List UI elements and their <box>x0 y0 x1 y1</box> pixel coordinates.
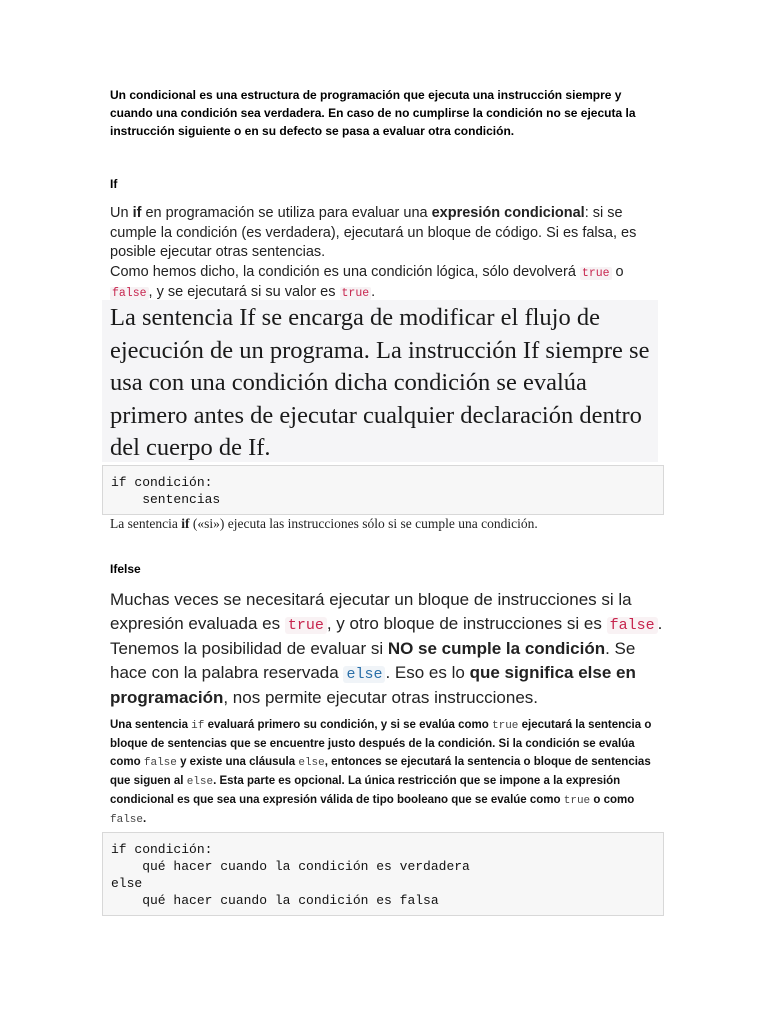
inline-code: true <box>285 617 327 634</box>
inline-code: true <box>492 720 519 732</box>
text-run: . Se hace con la palabra reservada <box>110 639 636 682</box>
text-run: Una sentencia <box>110 719 192 731</box>
ifelse-paragraph <box>110 588 666 710</box>
inline-code: false <box>607 617 658 634</box>
text-run: y existe una cláusula <box>176 756 299 768</box>
inline-code: else <box>343 666 385 683</box>
code-line: sentencias <box>111 492 221 507</box>
bold-run: if <box>181 516 190 531</box>
text-run: . <box>143 813 147 825</box>
bold-run: NO se cumple la condición <box>387 639 606 658</box>
inline-code: false <box>143 757 177 769</box>
ifelse-detail-paragraph <box>110 716 655 829</box>
inline-code: else <box>298 757 325 769</box>
text-run: , y se ejecutará si su valor es <box>148 284 340 300</box>
inline-code: else <box>186 776 214 788</box>
text-run: evaluará primero su condición, y si se evalúa como <box>204 719 492 731</box>
code-line: qué hacer cuando la condición es falsa <box>111 893 439 908</box>
if-heading: If <box>110 177 118 191</box>
inline-code: true <box>563 795 591 807</box>
text-run: La sentencia <box>110 516 182 531</box>
code-line: if condición: <box>111 842 213 857</box>
text-run: , nos permite ejecutar otras instrucciones. <box>223 688 539 707</box>
if-paragraph <box>110 204 658 304</box>
bold-run: que significa else en programación <box>110 662 636 707</box>
text-run: Un <box>110 205 133 221</box>
text-run: o <box>611 263 624 280</box>
text-run: o como <box>590 794 635 806</box>
text-run: en programación se utiliza para evaluar una <box>141 205 432 221</box>
text-run: . Eso es lo <box>385 662 470 682</box>
inline-code: false <box>112 287 147 300</box>
inline-code: if <box>191 720 205 732</box>
text-run: , entonces se ejecutará la sentencia o bloque de sentencias que siguen al <box>110 756 651 787</box>
text-run: Muchas veces se necesitará ejecutar un bloque de instrucciones si la expresión evaluada es <box>110 590 632 633</box>
inline-code: true <box>341 287 370 300</box>
serif-quote-block <box>102 300 658 462</box>
code-block-ifelse <box>102 832 664 916</box>
text-run: : si se cumple la condición (es verdadera), ejecutará un bloque de código. Si es falsa, es posible ejecutar otras sentencias. <box>110 205 637 260</box>
code-block-if <box>102 465 664 515</box>
ifelse-heading: Ifelse <box>110 562 141 576</box>
text-run: Como hemos dicho, la condición es una condición lógica, sólo devolverá <box>110 263 580 280</box>
bold-run: if <box>132 205 142 221</box>
text-run: ejecutará la sentencia o bloque de sentencias que se encuentre justo después de la condición. Si la condición se evalúa como <box>110 719 652 768</box>
code-line: qué hacer cuando la condición es verdadera <box>111 859 470 874</box>
text-run: . Tenemos la posibilidad de evaluar si <box>110 613 663 658</box>
inline-code: true <box>581 266 610 280</box>
text-run: , y otro bloque de instrucciones si es <box>326 613 607 633</box>
text-run: . Esta parte es opcional. La única restricción que se impone a la expresión condicional es que sea una expresión válida de tipo booleano que se evalúe como <box>110 775 621 806</box>
code-line: if condición: <box>111 475 213 490</box>
serif-quote-text: La sentencia If se encarga de modificar el flujo de ejecución de un programa. La instrucción If siempre se usa con una condición dicha condición se evalúa primero antes de ejecutar cualquier declaración dentro del cuerpo de If. <box>110 304 650 461</box>
text-run: («si») ejecuta las instrucciones sólo si se cumple una condición. <box>189 516 538 531</box>
intro-paragraph: Un condicional es una estructura de programación que ejecuta una instrucción siempre y cuando una condición sea verdadera. En caso de no cumplirse la condición no se ejecuta la instrucción siguiente o en su defecto se pasa a evaluar otra condición. <box>110 88 636 138</box>
if-note <box>110 516 538 532</box>
code-line: else <box>111 876 143 891</box>
inline-code: false <box>110 814 144 826</box>
text-run: . <box>371 284 376 300</box>
bold-run: expresión condicional <box>431 205 585 221</box>
